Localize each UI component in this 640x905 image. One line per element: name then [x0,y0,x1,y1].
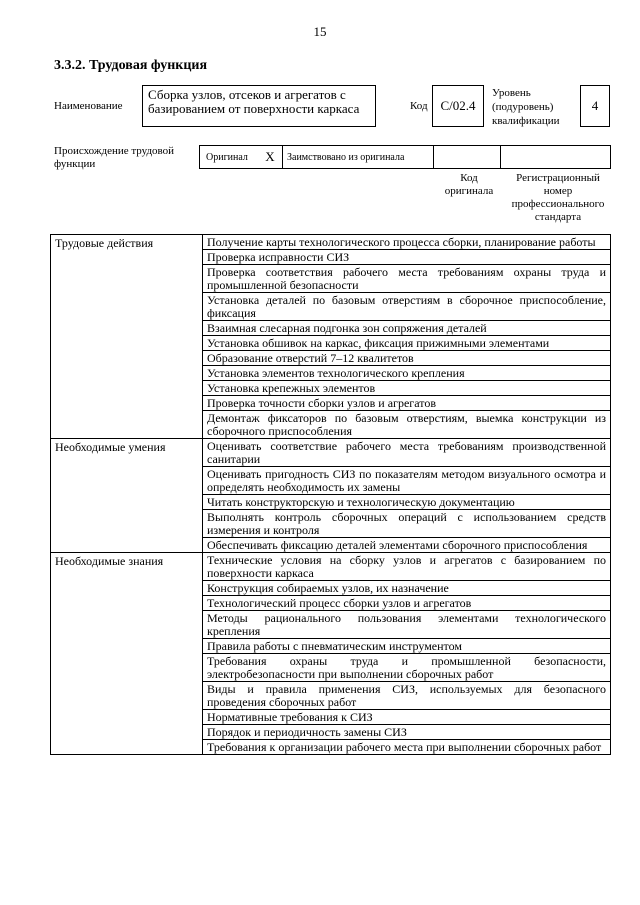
page-number: 15 [313,24,327,39]
list-item: Виды и правила применения СИЗ, используемых для безопасного проведения сборочных работ [203,682,611,710]
list-item: Конструкция собираемых узлов, их назначение [203,581,611,596]
list-item: Установка крепежных элементов [203,381,611,396]
table-row [51,235,611,250]
list-item: Выполнять контроль сборочных операций с использованием средств измерения и контроля [203,510,611,538]
list-item: Читать конструкторскую и технологическую документацию [203,495,611,510]
origin-divider [500,146,501,168]
list-item: Оценивать пригодность СИЗ по показателям методом визуального осмотра и определять необходимость их замены [203,467,611,495]
name-label: Наименование [54,100,123,112]
list-item: Технологический процесс сборки узлов и агрегатов [203,596,611,611]
list-item: Порядок и периодичность замены СИЗ [203,725,611,740]
list-item: Технические условия на сборку узлов и агрегатов с базированием по поверхности каркаса [203,553,611,581]
list-item: Требования охраны труда и промышленной безопасности, электробезопасности при выполнении сборочных работ [203,654,611,682]
borrowed-label: Заимствовано из оригинала [287,151,405,163]
list-item: Проверка точности сборки узлов и агрегатов [203,396,611,411]
level-label: Уровень (подуровень) квалификации [492,87,560,127]
origin-divider [282,146,283,168]
section-title: 3.3.2. Трудовая функция [54,58,208,73]
list-item: Установка деталей по базовым отверстиям в сборочное приспособление, фиксация [203,293,611,321]
labor-function-table [50,234,611,755]
function-code-box: С/02.4 [432,85,484,127]
origin-label: Происхождение трудовой функции [54,145,175,170]
list-item: Методы рационального пользования элементами технологического крепления [203,611,611,639]
list-item: Требования к организации рабочего места при выполнении сборочных работ [203,740,611,755]
code-label: Код [410,100,428,112]
list-item: Установка элементов технологического крепления [203,366,611,381]
original-label: Оригинал [206,151,248,163]
list-item: Образование отверстий 7–12 квалитетов [203,351,611,366]
origin-divider [433,146,434,168]
list-item: Проверка соответствия рабочего места требованиям охраны труда и промышленной безопасности [203,265,611,293]
list-item: Установка обшивок на каркас, фиксация прижимными элементами [203,336,611,351]
code-original-label: Код оригинала [444,172,494,197]
reg-number-label: Регистрационный номер профессионального стандарта [511,172,605,223]
table-row [51,553,611,581]
list-item: Проверка исправности СИЗ [203,250,611,265]
group-title: Необходимые знания [51,553,203,755]
level-box: 4 [580,85,610,127]
original-mark: Х [265,149,275,164]
list-item: Получение карты технологического процесса сборки, планирование работы [203,235,611,250]
group-title: Необходимые умения [51,439,203,553]
list-item: Оценивать соответствие рабочего места требованиям производственной санитарии [203,439,611,467]
table-row [51,439,611,467]
origin-row [199,145,611,169]
function-name-box: Сборка узлов, отсеков и агрегатов с базированием от поверхности каркаса [142,85,376,127]
list-item: Демонтаж фиксаторов по базовым отверстиям, выемка конструкции из сборочного приспособления [203,411,611,439]
list-item: Взаимная слесарная подгонка зон сопряжения деталей [203,321,611,336]
group-title: Трудовые действия [51,235,203,439]
list-item: Правила работы с пневматическим инструментом [203,639,611,654]
list-item: Нормативные требования к СИЗ [203,710,611,725]
list-item: Обеспечивать фиксацию деталей элементами сборочного приспособления [203,538,611,553]
